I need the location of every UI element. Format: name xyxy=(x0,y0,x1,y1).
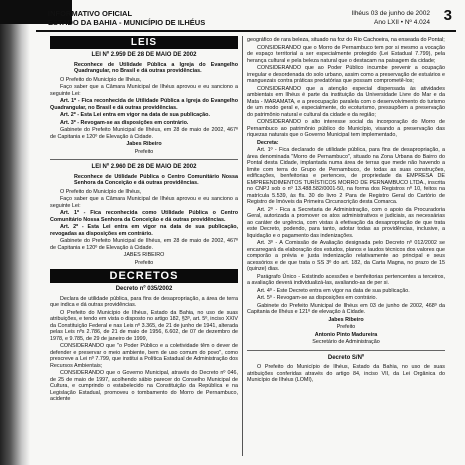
scan-edge-shadow xyxy=(0,0,30,465)
decree1-cosigner-role: Secretário de Administração xyxy=(312,339,380,345)
section-title-decretos: DECRETOS xyxy=(50,269,238,283)
left-column xyxy=(50,36,238,461)
law2-signer: JABES RIBEIRO xyxy=(123,252,165,258)
decree2-number: Decreto S/Nº xyxy=(327,354,365,361)
law2-article: Art. 2º - Esta Lei entra em vigor na data de sua publicação, revogadas as disposições em contrário. xyxy=(50,224,238,237)
law1-signer: Jabes Ribeiro xyxy=(126,141,162,147)
decree1-article: Parágrafo Único - Existindo acessões e benfeitorias pertencentes a terceiros, a avaliação deverá individualizá-las, avaliando-as de per si. xyxy=(247,273,445,286)
decree1-continuation: geográfico de rara beleza, situado na foz do Rio Cachoeira, na enseada do Pontal; xyxy=(247,37,445,43)
law1-article: Art. 1º - Fica reconhecida de Utilidade Pública a Igreja do Evangelho Quadrangular, no Brasil e dá outras providências. xyxy=(50,98,238,111)
law1-signer-role: Prefeito xyxy=(134,148,154,155)
header-edition: Ano LXII • Nº 4.024 xyxy=(374,18,430,26)
header-date: Ilhéus 03 de junho de 2002 xyxy=(351,10,430,17)
section-title-leis: LEIS xyxy=(50,36,238,49)
decree1-article: Art. 2º - Fica a Secretaria de Administração, com o apoio da Procuradoria Geral, autorizada a promover os atos administrativos e judiciais, as necessárias ao caráter de urgência, com vistas à efetivação da desapropriação de que trata este Decreto, podendo, para tanto, adotar todas as providências, inclusive, a liquidação e o pagamento das indenizações. xyxy=(247,206,445,239)
decree1-paragraph: O Prefeito do Município de Ilhéus, Estado da Bahia, no uso de suas atribuições, e tendo em vista o disposto no artigo 182, §3º, art. 5º, inciso XXIV da Constituição Federal e nas Leis nº 3.365, de 21 de junho de 1941, alterada pelas Leis nºs 2.786, de 21 de maio de 1956, 6.602, de 07 de dezembro de 1978, e 9.785, de 29 de janeiro de 1999, xyxy=(50,309,238,342)
decree1-considerando: CONSIDERANDO que o Morro de Pernambuco tem por si mesmo a vocação de espaço territorial a ser especialmente protegido (Lei Estadual 7.799), pela herança cultural e pela beleza natural que o destacam na paisagem da cidade; xyxy=(247,44,445,64)
law2-article: Art. 1º - Fica reconhecida como Utilidade Pública o Centro Comunitário Nossa Senhora da Conceição e dá outras providências. xyxy=(50,210,238,223)
header-right xyxy=(352,10,430,27)
law1-article: Art. 3º - Revogam-se as disposições em contrário. xyxy=(60,119,189,126)
decree1-article: Art. 4º - Este Decreto entra em vigor na data de sua publicação. xyxy=(257,287,410,294)
decree1-article: Art. 5º - Revogam-se as disposições em contrário. xyxy=(257,295,378,301)
law1-paragraph: O Prefeito do Município de Ilhéus, xyxy=(60,76,142,83)
divider xyxy=(247,350,445,351)
law2-paragraph: Faço saber que a Câmara Municipal de Ilhéus aprovou e eu sanciono a seguinte Lei: xyxy=(50,196,238,209)
decree1-paragraph: CONSIDERANDO que o Governo Municipal, através do Decreto nº 046, de 25 de maio de 1997, acolhendo sábio parecer do Conselho Municipal de Cultura, e cumprindo o estabelecido na Constituição da República e na Legislação Estadual, promoveu o tombamento do Morro de Pernambuco, acidente xyxy=(50,370,238,402)
header-left xyxy=(48,10,205,27)
decree1-paragraph: Declara de utilidade pública, para fins de desapropriação, a área de terra que indica e dá outras providências. xyxy=(50,295,238,308)
law2-paragraph: Gabinete do Prefeito Municipal de Ilhéus, em 28 de maio de 2002, 467º de Capitania e 120º de Elevação à Cidade. xyxy=(50,238,238,251)
law2-title: Reconhece de Utilidade Pública o Centro Comunitário Nossa Senhora da Conceição e dá outras providências. xyxy=(74,173,238,186)
law1-article: Art. 2º - Esta Lei entra em vigor na data de sua publicação. xyxy=(60,112,210,118)
decree1-signer: Jabes Ribeiro xyxy=(328,316,364,323)
decree1-considerando: CONSIDERANDO que ao Poder Público incumbe prevenir a ocupação irregular e desordenada do solo urbano, assim como a preservação de estuários e manguezais contra práticas predatórias que possam comprometê-los; xyxy=(247,65,445,84)
header-subtitle: ESTADO DA BAHIA - MUNICÍPIO DE ILHÉUS xyxy=(48,17,206,27)
divider xyxy=(50,159,238,160)
decree1-considerando: CONSIDERANDO o alto interesse social da incorporação do Morro de Pernambuco ao patrimônio público do Município, visando a preservação das riquezas naturais que o Governo Municipal tem implementado, xyxy=(247,119,445,138)
law2-number: LEI Nº 2.960 DE 28 DE MAIO DE 2002 xyxy=(91,164,197,170)
decree1-cosigner: Antonio Pinto Madureira xyxy=(314,331,378,338)
law2-paragraph: O Prefeito do Município de Ilhéus, xyxy=(60,188,142,195)
law1-paragraph: Faço saber que a Câmara Municipal de Ilhéus aprovou e eu sanciono a seguinte Lei: xyxy=(50,84,238,97)
decree1-paragraph: CONSIDERANDO que "o Poder Público e a coletividade têm o dever de defender e preservar o meio ambiente, bem de uso comum do povo", como prescreve a Lei nº 7.799, que institui a Política Estadual de Administração dos Recursos Ambientais; xyxy=(50,343,238,369)
page-number: 3 xyxy=(443,7,452,24)
decree2-paragraph: O Prefeito do Município de Ilhéus, Estado da Bahia, no uso de suas atribuições conferidas através do artigo 84, inciso VII, da Lei Orgânica do Município de Ilhéus (LOMI), xyxy=(247,364,445,383)
decree1-closing: Gabinete do Prefeito Municipal de Ilhéus em 03 de junho de 2002, 468º da Capitania de Ilhéus e 121º de elevação à Cidade. xyxy=(247,302,445,315)
decree1-article: Art. 1º - Fica declarado de utilidade pública, para fins de desapropriação, a área denominada "Morro de Pernambuco", situado na Zona Urbana do Bairro do Pontal desta Cidade, implantada numa área de terras que mede não havendo a limite com terra do Grupo de Pernambuco, de todas as suas construções, edificações, benfeitorias e pertences, de propriedade da EMPRESA DE EMPREENDIMENTOS TURÍSTICOS MORRO DE PERNAMBUCO LTDA., inscrita no CNPJ sob o nº 13.488.582/0001-50, na forma dos Registros nº 10, feitos na matrícula 5.539, às fls. 30 do livro 2 Para de Registro Geral do Cartório de Registro de Imóveis da Primeira Circunscrição desta Comarca. xyxy=(247,147,445,205)
law1-number: LEI Nº 2.959 DE 28 DE MAIO DE 2002 xyxy=(91,52,197,58)
decree1-signer-role: Prefeito xyxy=(336,324,356,330)
page-header xyxy=(36,6,456,32)
decree1-number: Decreto nº 035/2002 xyxy=(115,286,173,292)
law2-signer-role: Prefeito xyxy=(134,259,154,266)
law1-title: Reconhece de Utilidade Pública a Igreja do Evangelho Quadrangular, no Brasil e dá outras providências. xyxy=(74,61,238,74)
decree1-considerando: CONSIDERANDO que a atenção especial dispensada às atividades ambientais em Ilhéus é parte da instituição da Universidade Livre do Mar e da Mata - MARAMATA, e a preocupação paralela com o desenvolvimento do turismo de um modo geral e, especialmente, do ecoturismo, pressupõem a preservação do patrimônio natural e cultural da cidade e da região; xyxy=(247,85,445,118)
right-column xyxy=(247,36,445,461)
decree1-article: Art. 3º - A Comissão de Avaliação designada pelo Decreto nº 012/2002 se encarregará da elaboração dos estudos, planos e laudos técnicos dos valores que comporão a prévia e justa indenização relativamente ao principal e seus acessórios e de que trata o SS 3º do art. 182, da Carta Magna, no prazo de 15 (quinze) dias. xyxy=(247,240,445,272)
header-publication: INFORMATIVO OFICIAL xyxy=(48,9,133,18)
column-separator xyxy=(242,36,243,456)
decree1-decreta: Decreta: xyxy=(257,139,279,146)
law1-paragraph: Gabinete do Prefeito Municipal de Ilhéus, em 28 de maio de 2002, 467º de Capitania e 120º de Elevação à Cidade. xyxy=(50,127,238,140)
